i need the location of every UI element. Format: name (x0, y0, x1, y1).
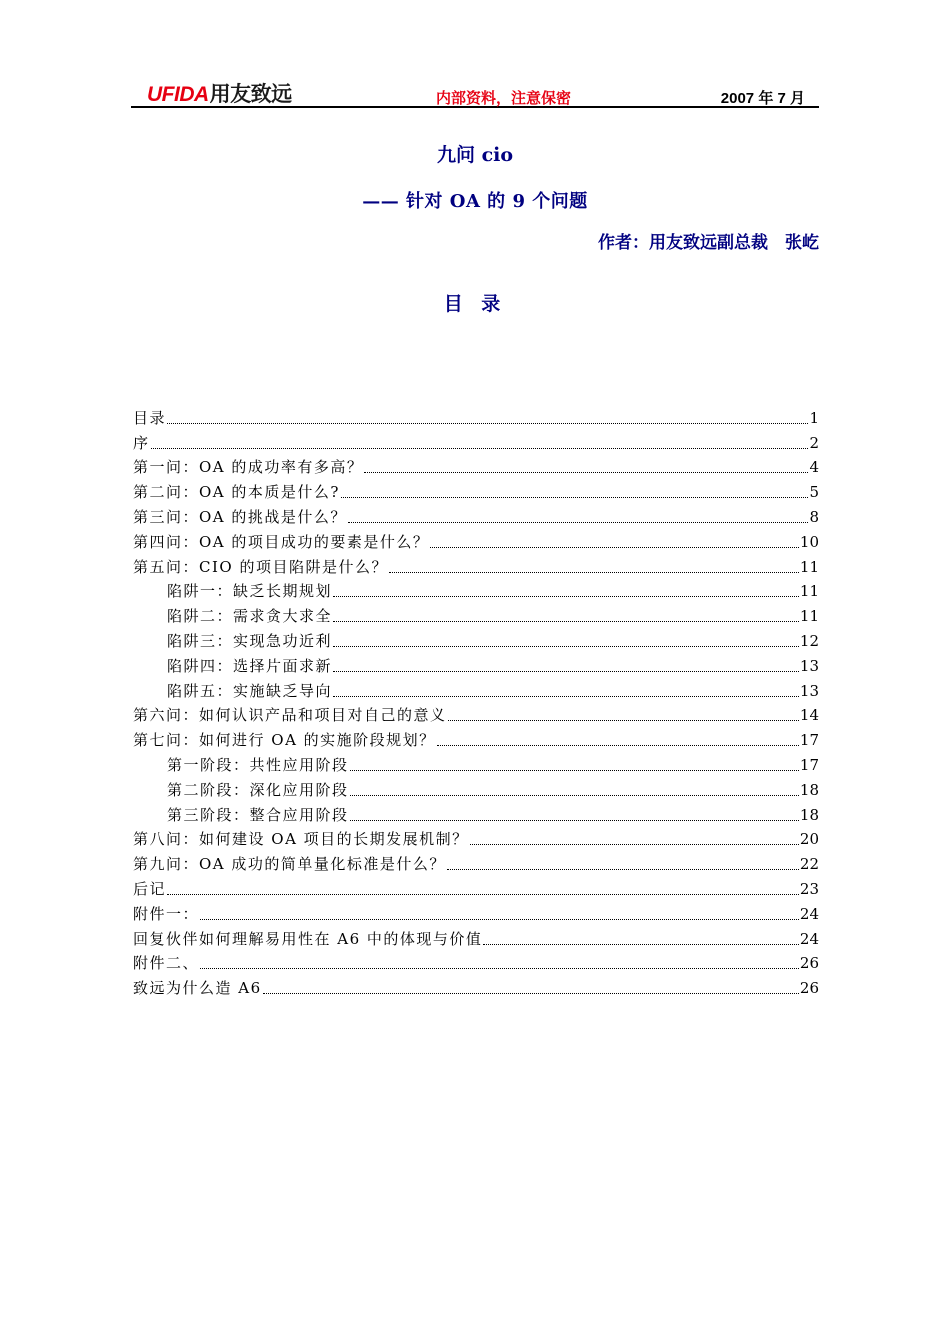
toc-entry-page: 13 (799, 681, 819, 700)
toc-dot-leader (200, 967, 799, 969)
toc-entry-page: 2 (809, 433, 819, 452)
toc-entry-label: 陷阱二：需求贪大求全 (167, 607, 333, 626)
toc-entry-page: 12 (799, 631, 819, 650)
toc-entry[interactable] (133, 800, 819, 825)
toc-entry-label: 第三问：OA 的挑战是什么？ (133, 507, 347, 526)
toc-dot-leader (333, 670, 799, 672)
header-date: 2007 年 7 月 (720, 90, 805, 107)
toc-entry[interactable] (133, 502, 819, 527)
toc-entry[interactable] (133, 477, 819, 502)
toc-entry-label: 目录 (133, 408, 167, 427)
toc-entry-page: 10 (799, 532, 819, 551)
toc-entry-label: 第七问：如何进行 OA 的实施阶段规划？ (133, 731, 436, 750)
toc-dot-leader (348, 521, 809, 523)
toc-entry[interactable] (133, 924, 819, 949)
toc-entry-page: 18 (799, 780, 819, 799)
toc-entry-page: 26 (799, 954, 819, 973)
toc-entry[interactable] (133, 676, 819, 701)
toc-entry[interactable] (133, 750, 819, 775)
toc-entry[interactable] (133, 428, 819, 453)
toc-entry-page: 13 (799, 656, 819, 675)
toc-dot-leader (350, 819, 799, 821)
confidential-notice: 内部资料，注意保密 (436, 90, 572, 107)
toc-entry-page: 11 (799, 607, 819, 626)
toc-entry-page: 26 (799, 979, 819, 998)
toc-entry-page: 17 (799, 755, 819, 774)
toc-entry-label: 回复伙伴如何理解易用性在 A6 中的体现与价值 (133, 929, 483, 948)
toc-dot-leader (167, 893, 799, 895)
toc-dot-leader (448, 719, 799, 721)
toc-dot-leader (263, 992, 799, 994)
document-subtitle: —— 针对 OA 的 9 个问题 (362, 191, 588, 212)
toc-dot-leader (333, 645, 799, 647)
toc-dot-leader (447, 868, 799, 870)
toc-entry-label: 第九问：OA 成功的简单量化标准是什么？ (133, 855, 446, 874)
toc-dot-leader (200, 918, 799, 920)
toc-entry-page: 11 (799, 557, 819, 576)
toc-entry[interactable] (133, 899, 819, 924)
toc-entry[interactable] (133, 453, 819, 478)
toc-heading: 目 录 (443, 293, 507, 315)
toc-entry[interactable] (133, 973, 819, 998)
toc-dot-leader (333, 595, 799, 597)
toc-dot-leader (333, 620, 799, 622)
toc-entry[interactable] (133, 601, 819, 626)
toc-entry[interactable] (133, 825, 819, 850)
toc-entry[interactable] (133, 874, 819, 899)
toc-dot-leader (364, 471, 808, 473)
toc-entry-label: 第二问：OA 的本质是什么? (133, 483, 340, 502)
toc-entry[interactable] (133, 552, 819, 577)
toc-entry-page: 4 (809, 458, 819, 477)
toc-entry-page: 22 (799, 855, 819, 874)
toc-entry[interactable] (133, 775, 819, 800)
toc-entry[interactable] (133, 949, 819, 974)
toc-dot-leader (341, 496, 809, 498)
toc-entry[interactable] (133, 577, 819, 602)
toc-entry[interactable] (133, 403, 819, 428)
toc-entry-label: 附件二、 (133, 954, 200, 973)
toc-entry-label: 附件一： (133, 904, 200, 923)
toc-entry[interactable] (133, 651, 819, 676)
toc-entry-label: 第三阶段：整合应用阶段 (167, 805, 349, 824)
toc-entry-label: 致远为什么造 A6 (133, 979, 262, 998)
toc-entry-page: 18 (799, 805, 819, 824)
toc-dot-leader (483, 943, 798, 945)
toc-entry-page: 8 (809, 507, 819, 526)
toc-entry-label: 第六问：如何认识产品和项目对自己的意义 (133, 706, 447, 725)
toc-dot-leader (437, 744, 799, 746)
toc-entry-page: 24 (799, 929, 819, 948)
page-header (131, 78, 819, 108)
toc-dot-leader (151, 447, 809, 449)
ufida-logo (147, 78, 292, 108)
toc-entry-page: 17 (799, 731, 819, 750)
toc-entry-page: 23 (799, 879, 819, 898)
toc-entry-label: 第四问：OA 的项目成功的要素是什么？ (133, 532, 430, 551)
toc-entry-page: 1 (809, 408, 819, 427)
toc-dot-leader (350, 794, 799, 796)
toc-entry-page: 5 (809, 483, 819, 502)
toc-entry-label: 后记 (133, 879, 167, 898)
toc-entry-label: 第一阶段：共性应用阶段 (167, 755, 349, 774)
toc-entry-label: 陷阱五：实施缺乏导向 (167, 681, 333, 700)
logo-brand: UFIDA (147, 83, 209, 106)
toc-entry[interactable] (133, 849, 819, 874)
toc-entry-label: 第二阶段：深化应用阶段 (167, 780, 349, 799)
toc-entry-page: 14 (799, 706, 819, 725)
table-of-contents (133, 403, 819, 998)
toc-dot-leader (389, 571, 799, 573)
toc-entry[interactable] (133, 527, 819, 552)
document-title: 九问 cio (436, 144, 514, 166)
toc-entry[interactable] (133, 725, 819, 750)
toc-dot-leader (333, 695, 799, 697)
author-line: 作者：用友致远副总裁 张屹 (598, 233, 819, 253)
toc-entry-label: 第八问：如何建设 OA 项目的长期发展机制？ (133, 830, 469, 849)
toc-dot-leader (470, 843, 799, 845)
toc-entry-label: 第五问：CIO 的项目陷阱是什么？ (133, 557, 388, 576)
logo-cn: 用友致远 (209, 83, 292, 106)
toc-entry[interactable] (133, 626, 819, 651)
toc-dot-leader (350, 769, 799, 771)
toc-entry-label: 第一问：OA 的成功率有多高？ (133, 458, 364, 477)
toc-entry-page: 20 (799, 830, 819, 849)
toc-entry-page: 24 (799, 904, 819, 923)
toc-dot-leader (430, 546, 799, 548)
toc-entry-label: 序 (133, 433, 150, 452)
toc-entry-page: 11 (799, 582, 819, 601)
toc-entry[interactable] (133, 701, 819, 726)
toc-entry-label: 陷阱一：缺乏长期规划 (167, 582, 333, 601)
toc-entry-label: 陷阱四：选择片面求新 (167, 656, 333, 675)
toc-dot-leader (167, 422, 808, 424)
toc-entry-label: 陷阱三：实现急功近利 (167, 631, 333, 650)
